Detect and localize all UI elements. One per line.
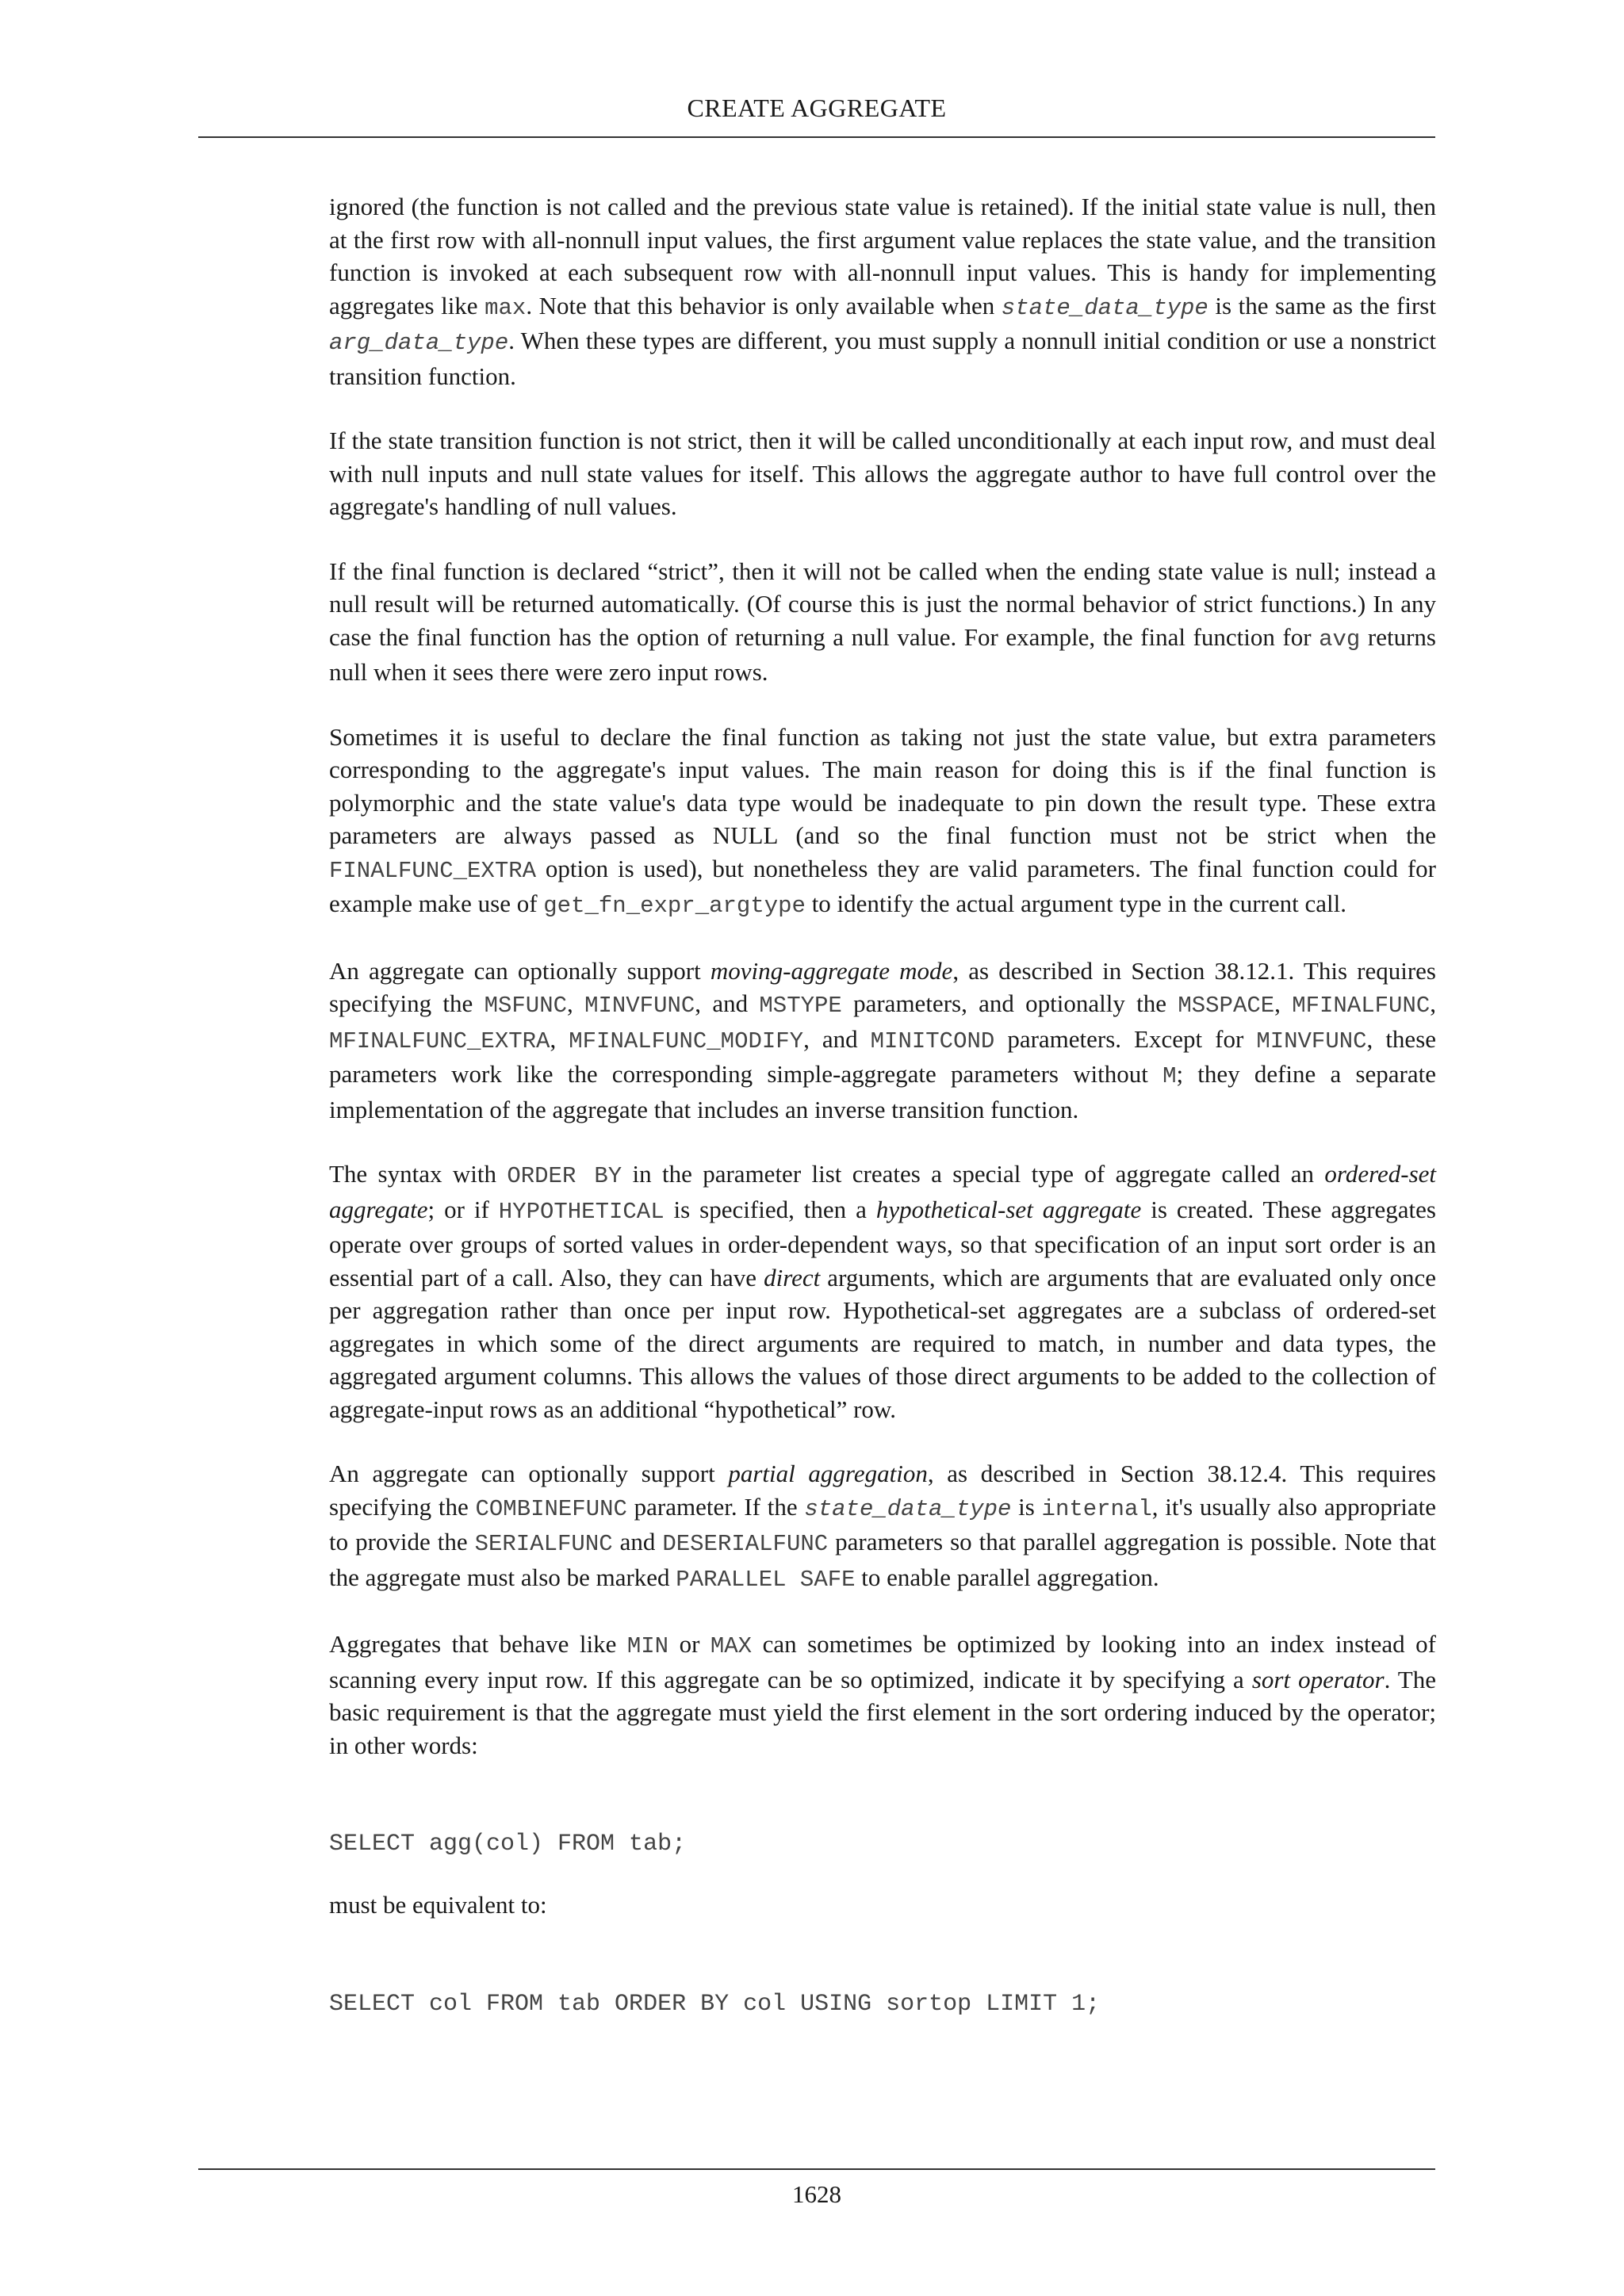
inline-code: HYPOTHETICAL [498, 1198, 665, 1225]
paragraph-equivalent: must be equivalent to: [329, 1891, 547, 1919]
inline-code: max [485, 294, 527, 321]
paragraph-partial-aggregation: An aggregate can optionally support partial aggregation, as described in Section 38.12.4. This requires specifying the COMBINEFUNC parameter. If the state_data_type is internal, it's usually also appropriate to provide the SERIALFUNC and DESERIALFUNC parameters so that parallel aggregation is possible. Note that the aggregate must also be marked PARALLEL SAFE to enable parallel aggregation. [329, 1460, 1436, 1593]
paragraph-null-initial-state: ignored (the function is not called and the previous state value is retained). If the initial state value is null, then at the first row with all-nonnull input values, the first argument value replaces the state value, and the transition function is invoked at each subsequent row with all-nonnull input values. This is handy for implementing aggregates like max. Note that this behavior is only available when state_data_type is the same as the first arg_data_type. When these types are different, you must supply a nonnull initial condition or use a nonstrict transition function. [329, 193, 1436, 390]
paragraph-ordered-set-aggregate: The syntax with ORDER BY in the parameter list creates a special type of aggregate called an ordered-set aggregate; or if HYPOTHETICAL is specified, then a hypothetical-set aggregate is created. These aggregates operate over groups of sorted values in order-dependent ways, so that specification of an input sort order is an essential part of a call. Also, they can have direct arguments, which are arguments that are evaluated only once per aggregation rather than once per input row. Hypothetical-set aggregates are a subclass of ordered-set aggregates in which some of the direct arguments are required to match, in number and data types, the aggregated argument columns. This allows the values of those direct arguments to be added to the collection of aggregate-input rows as an additional “hypothetical” row. [329, 1160, 1437, 1423]
inline-code: MINVFUNC [1256, 1027, 1367, 1054]
inline-code: MFINALFUNC [1292, 993, 1431, 1019]
inline-code: FINALFUNC_EXTRA [329, 857, 537, 884]
inline-variable: state_data_type [804, 1495, 1012, 1522]
inline-code: DESERIALFUNC [662, 1531, 829, 1557]
inline-emphasis: partial aggregation [728, 1460, 928, 1487]
inline-code: MFINALFUNC_MODIFY [569, 1027, 804, 1054]
paragraph-sort-operator: Aggregates that behave like MIN or MAX can sometimes be optimized by looking into an index instead of scanning every input row. If this aggregate can be so optimized, indicate it by specifying a sort operator. The basic requirement is that the aggregate must yield the first element in the sort ordering induced by the operator; in other words: [329, 1630, 1436, 1759]
inline-emphasis: ordered-set aggregate [329, 1160, 1437, 1223]
inline-code: MSSPACE [1178, 993, 1275, 1019]
paragraph-strict-final-function: If the final function is declared “strict”, then it will not be called when the ending state value is null; instead a null result will be returned automatically. (Of course this is just the normal behavior of strict functions.) In any case the final function has the option of returning a null value. For example, the final function for avg returns null when it sees there were zero input rows. [329, 557, 1436, 686]
header-rule [198, 136, 1435, 138]
page-header-title: CREATE AGGREGATE [687, 94, 947, 122]
inline-code: avg [1319, 626, 1361, 652]
inline-code: PARALLEL SAFE [676, 1566, 856, 1593]
inline-code: get_fn_expr_argtype [543, 893, 806, 919]
paragraph-nonstrict-transition: If the state transition function is not strict, then it will be called unconditionally at each input row, and must deal with null inputs and null state values for itself. This allows the aggregate author to have full control over the aggregate's handling of null values. [329, 427, 1436, 520]
inline-code: COMBINEFUNC [475, 1495, 627, 1522]
inline-code: MINITCOND [870, 1027, 995, 1054]
inline-code: MAX [710, 1633, 753, 1659]
inline-code: MFINALFUNC_EXTRA [329, 1027, 550, 1054]
paragraph-finalfunc-extra: Sometimes it is useful to declare the final function as taking not just the state value, but extra parameters corresponding to the aggregate's input values. The main reason for doing this is if the final function is polymorphic and the state value's data type would be inadequate to pin down the result type. These extra parameters are always passed as NULL (and so the final function must not be strict when the FINALFUNC_EXTRA option is used), but nonetheless they are valid parameters. The final function could for example make use of get_fn_expr_argtype to identify the actual argument type in the current call. [329, 722, 1436, 919]
paragraph-moving-aggregate-mode: An aggregate can optionally support moving-aggregate mode, as described in Section 38.12.1. This requires specifying the MSFUNC, MINVFUNC, and MSTYPE parameters, and optionally the MSSPACE, MFINALFUNC, MFINALFUNC_EXTRA, MFINALFUNC_MODIFY, and MINITCOND parameters. Except for MINVFUNC, these parameters work like the corresponding simple-aggregate parameters without M; they define a separate implementation of the aggregate that includes an inverse transition function. [329, 956, 1437, 1123]
inline-code: ORDER BY [507, 1163, 622, 1189]
inline-emphasis: moving-aggregate mode [710, 956, 953, 985]
code-example-order-by: SELECT col FROM tab ORDER BY col USING sortop LIMIT 1; [329, 1990, 1101, 2018]
inline-variable: arg_data_type [329, 330, 509, 356]
inline-emphasis: sort operator [1251, 1665, 1385, 1693]
inline-code: MIN [626, 1633, 669, 1659]
inline-code: SERIALFUNC [474, 1531, 613, 1557]
page-number: 1628 [792, 2180, 841, 2208]
inline-code: M [1162, 1063, 1177, 1089]
inline-variable: state_data_type [1001, 294, 1208, 321]
inline-code: MSTYPE [759, 993, 842, 1019]
inline-emphasis: hypothetical-set aggregate [875, 1195, 1142, 1223]
footer-rule [198, 2168, 1435, 2170]
inline-code: MSFUNC [484, 993, 568, 1019]
inline-code: internal [1041, 1495, 1152, 1522]
code-example-aggregate: SELECT agg(col) FROM tab; [329, 1831, 687, 1858]
inline-code: MINVFUNC [584, 993, 695, 1019]
inline-emphasis: direct [764, 1263, 821, 1292]
page-body [329, 190, 1436, 2020]
